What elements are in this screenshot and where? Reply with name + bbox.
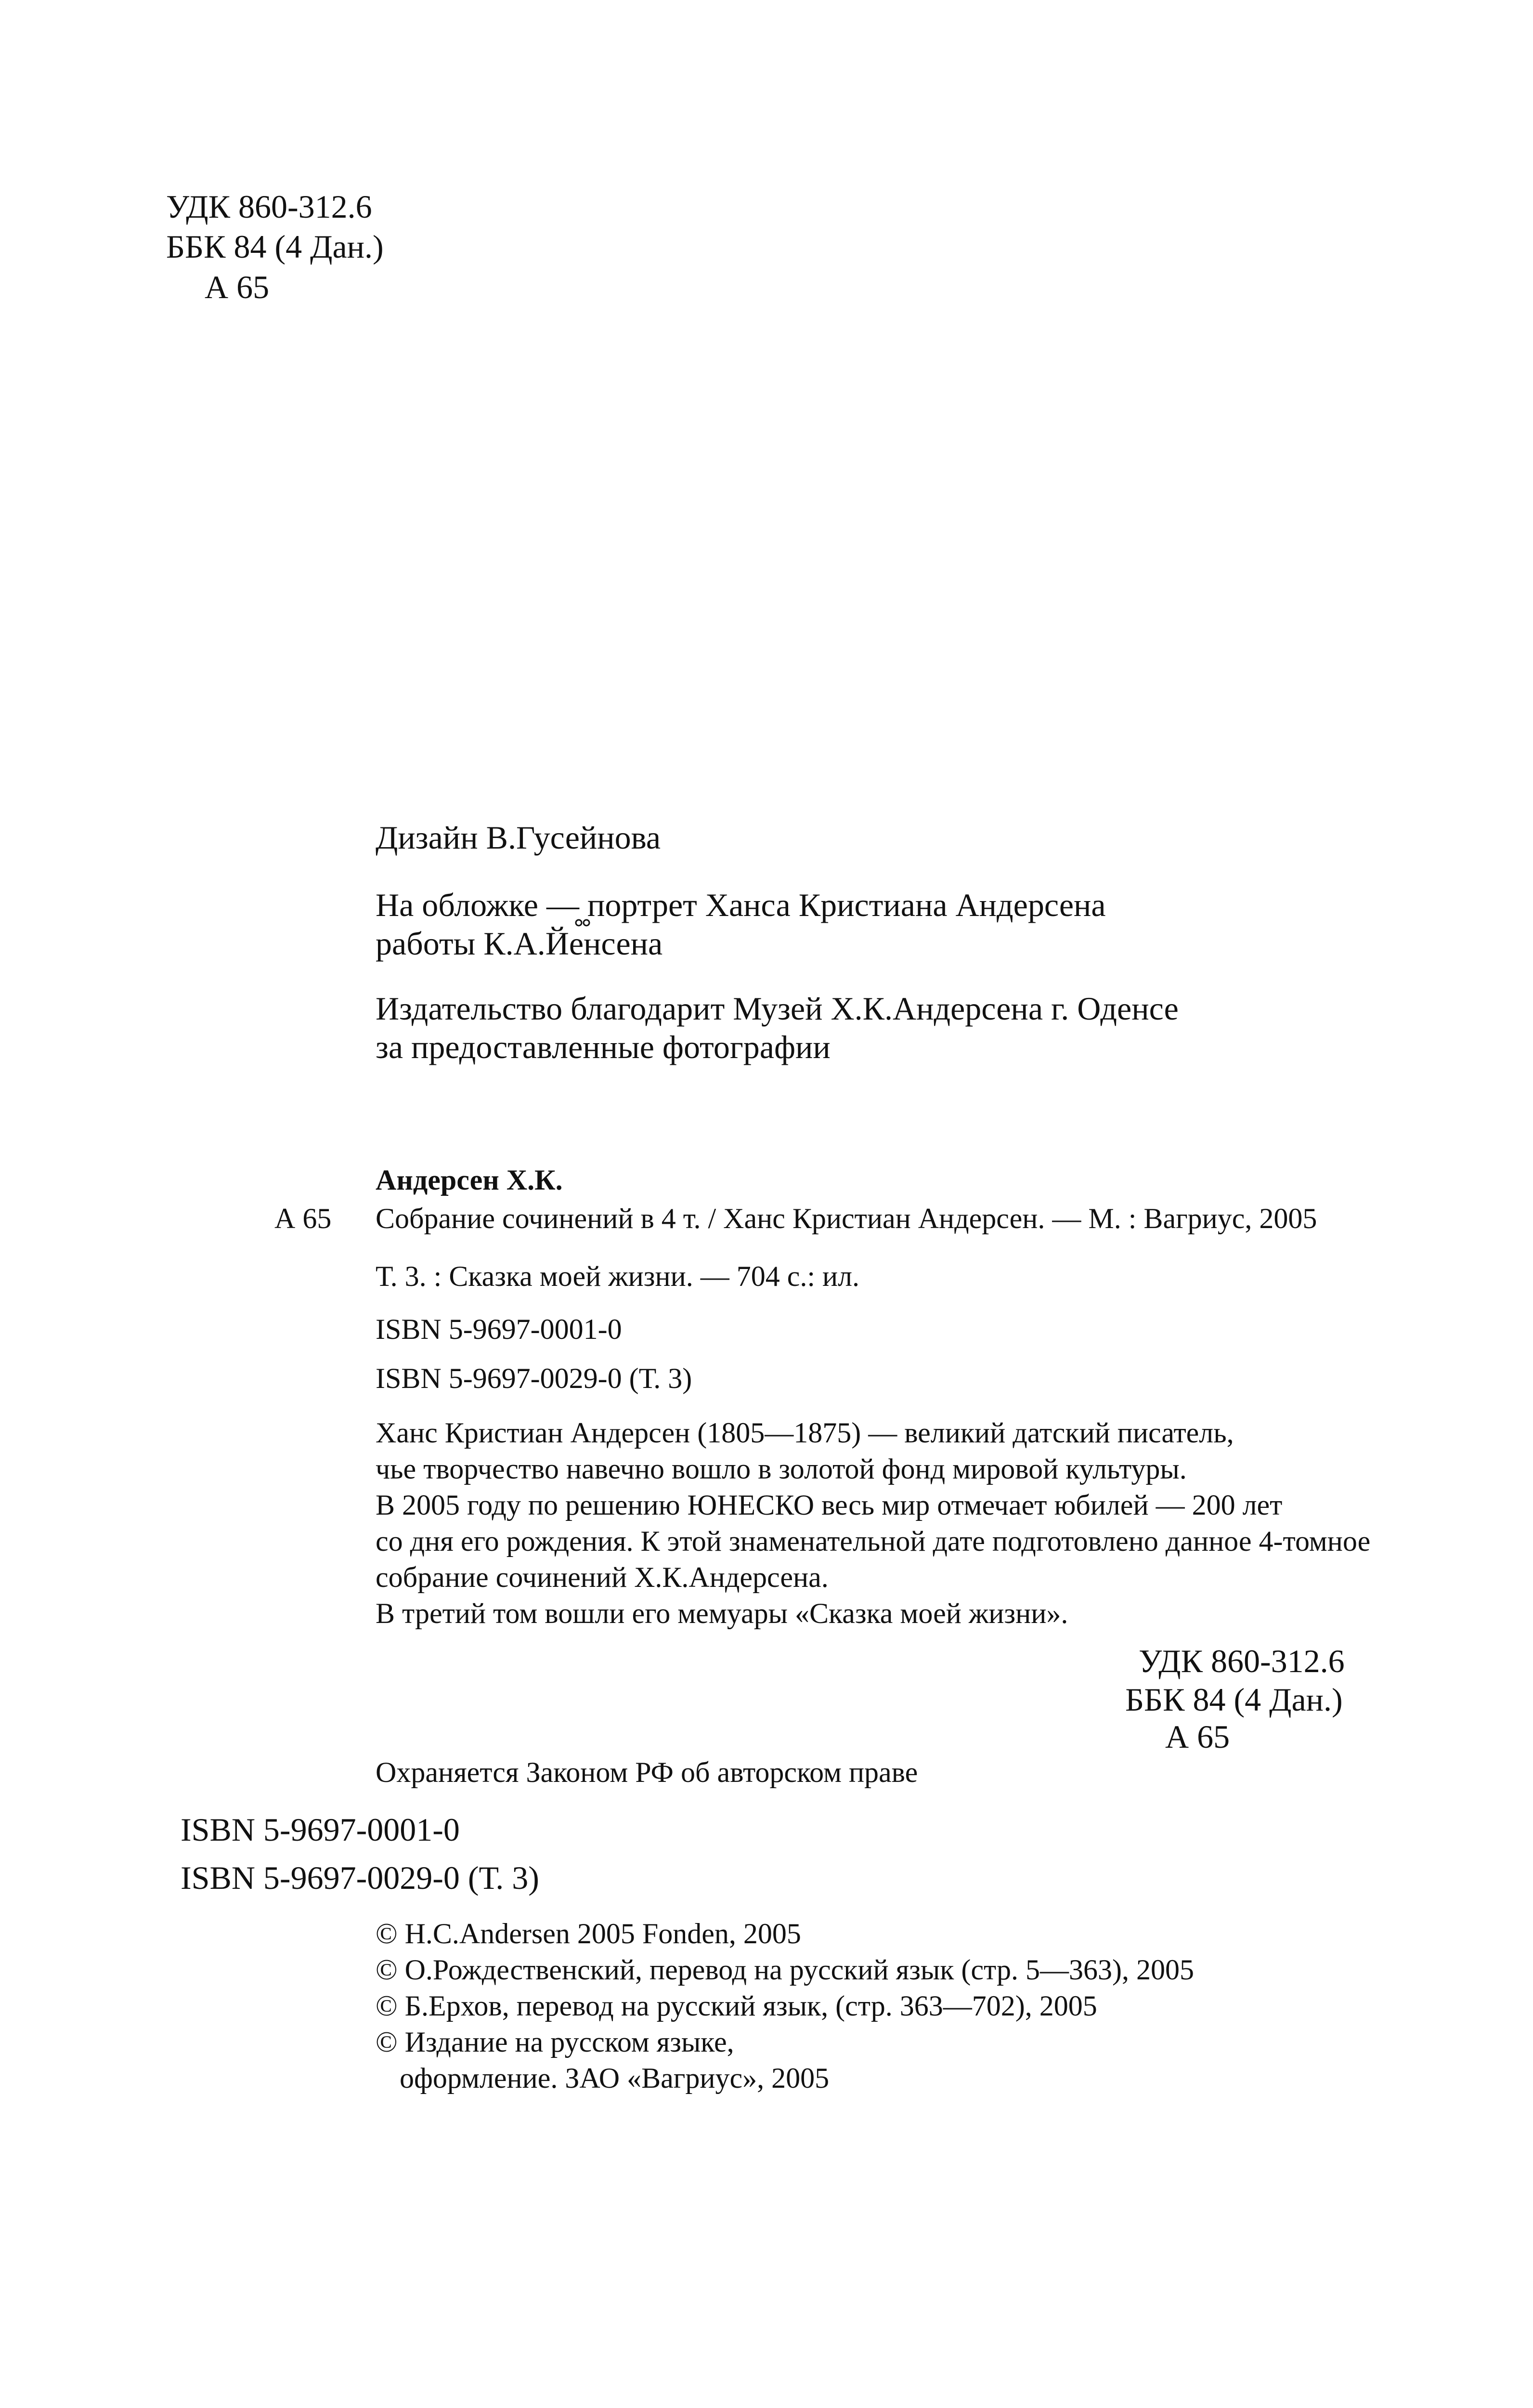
annotation-line: В 2005 году по решению ЮНЕСКО весь мир отмечает юбилей — 200 лет (376, 1489, 1283, 1521)
annotation-line: Ханс Кристиан Андерсен (1805—1875) — великий датский писатель, (376, 1417, 1234, 1449)
annotation-line: чье творчество навечно вошло в золотой фонд мировой культуры. (376, 1453, 1187, 1485)
copyright-line: © H.C.Andersen 2005 Fonden, 2005 (376, 1918, 801, 1950)
copyright-law-notice: Охраняется Законом РФ об авторском праве (376, 1756, 918, 1788)
catalog-title-line: Собрание сочинений в 4 т. / Ханс Кристиан Андерсен. — М. : Вагриус, 2005 (376, 1203, 1317, 1234)
isbn-set: ISBN 5-9697-0001-0 (181, 1811, 460, 1848)
annotation-line: В третий том вошли его мемуары «Сказка моей жизни». (376, 1597, 1068, 1629)
bbk-code-top: ББК 84 (4 Дан.) (166, 228, 384, 265)
copyright-line: оформление. ЗАО «Вагриус», 2005 (400, 2062, 830, 2094)
catalog-author-sign: А 65 (1165, 1718, 1230, 1755)
copyright-line: © Б.Ерхов, перевод на русский язык, (стр. 363—702), 2005 (376, 1990, 1097, 2022)
thanks-line2: за предоставленные фотографии (376, 1029, 831, 1065)
thanks-line1: Издательство благодарит Музей Х.К.Андерсена г. Оденсе (376, 990, 1179, 1027)
author-sign-top: А 65 (205, 269, 270, 305)
annotation-line: со дня его рождения. К этой знаменательной дате подготовлено данное 4-томное (376, 1525, 1371, 1557)
copyright-line: © Издание на русском языке, (376, 2026, 734, 2058)
design-credit: Дизайн В.Гусейнова (376, 819, 661, 856)
isbn-volume: ISBN 5-9697-0029-0 (Т. 3) (181, 1859, 539, 1896)
copyright-line: © О.Рождественский, перевод на русский язык (стр. 5—363), 2005 (376, 1954, 1194, 1986)
catalog-author-heading: Андерсен Х.К. (376, 1164, 563, 1196)
catalog-isbn-set: ISBN 5-9697-0001-0 (376, 1313, 622, 1345)
catalog-bbk-code: ББК 84 (4 Дан.) (1125, 1681, 1343, 1718)
cover-credit-line2: работы К.А.Йенсена (376, 925, 663, 962)
annotation-line: собрание сочинений Х.К.Андерсена. (376, 1561, 829, 1593)
catalog-udk-code: УДК 860-312.6 (1139, 1643, 1345, 1679)
catalog-sign: А 65 (274, 1203, 332, 1234)
udk-code-top: УДК 860-312.6 (166, 188, 372, 225)
cover-credit-line1: На обложке — портрет Ханса Кристиана Андерсена (376, 887, 1106, 923)
catalog-isbn-volume: ISBN 5-9697-0029-0 (Т. 3) (376, 1362, 692, 1394)
catalog-volume-line: Т. 3. : Сказка моей жизни. — 704 с.: ил. (376, 1260, 860, 1292)
